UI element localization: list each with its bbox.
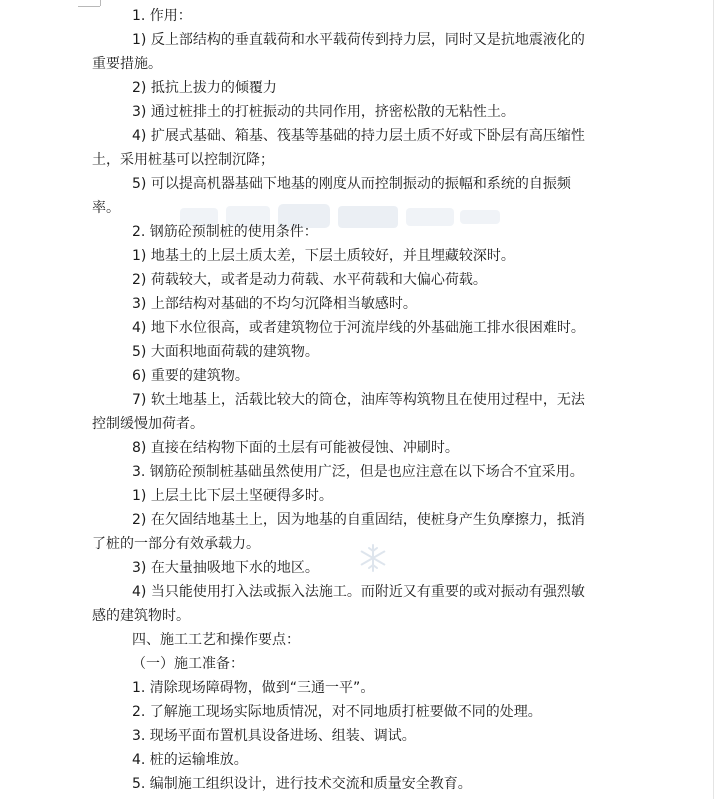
paragraph-line: 土，采用桩基可以控制沉降；	[92, 152, 274, 168]
paragraph-line: 4) 当只能使用打入法或振入法施工。而附近又有重要的或对振动有强烈敏	[132, 584, 585, 600]
section-heading: 3. 钢筋砼预制桩基础虽然使用广泛，但是也应注意在以下场合不宜采用。	[132, 464, 584, 480]
paragraph-line: 8) 直接在结构物下面的土层有可能被侵蚀、冲刷时。	[132, 440, 459, 456]
chapter-heading: 四、施工工艺和操作要点：	[132, 632, 300, 648]
subsection-heading: （一）施工准备：	[132, 656, 244, 672]
paragraph-line: 率。	[92, 200, 120, 216]
paragraph-line: 2) 在欠固结地基土上，因为地基的自重固结，使桩身产生负摩擦力，抵消	[132, 512, 585, 528]
paragraph-line: 感的建筑物时。	[92, 608, 190, 624]
paragraph-line: 了桩的一部分有效承载力。	[92, 536, 260, 552]
paragraph-line: 3) 在大量抽吸地下水的地区。	[132, 560, 319, 576]
paragraph-line: 5. 编制施工组织设计，进行技术交流和质量安全教育。	[132, 776, 472, 792]
paragraph-line: 1) 反上部结构的垂直载荷和水平载荷传到持力层，同时又是抗地震液化的	[132, 32, 585, 48]
paragraph-line: 1) 地基土的上层土质太差，下层土质较好，并且埋藏较深时。	[132, 248, 515, 264]
paragraph-line: 3. 现场平面布置机具设备进场、组装、调试。	[132, 728, 416, 744]
section-heading: 1. 作用：	[132, 8, 192, 24]
paragraph-line: 2) 抵抗上拔力的倾覆力	[132, 80, 277, 96]
paragraph-line: 控制缓慢加荷者。	[92, 416, 204, 432]
paragraph-line: 1) 上层土比下层土坚硬得多时。	[132, 488, 333, 504]
paragraph-line: 3) 上部结构对基础的不均匀沉降相当敏感时。	[132, 296, 417, 312]
paragraph-line: 4) 地下水位很高，或者建筑物位于河流岸线的外基础施工排水很困难时。	[132, 320, 585, 336]
paragraph-line: 5) 可以提高机器基础下地基的刚度从而控制振动的振幅和系统的自振频	[132, 176, 571, 192]
paragraph-line: 5) 大面积地面荷载的建筑物。	[132, 344, 319, 360]
paragraph-line: 6) 重要的建筑物。	[132, 368, 249, 384]
paragraph-line: 7) 软土地基上，活载比较大的筒仓，油库等构筑物且在使用过程中，无法	[132, 392, 585, 408]
paragraph-line: 4) 扩展式基础、箱基、筏基等基础的持力层土质不好或下卧层有高压缩性	[132, 128, 585, 144]
paragraph-line: 2. 了解施工现场实际地质情况，对不同地质打桩要做不同的处理。	[132, 704, 542, 720]
paragraph-line: 2) 荷载较大，或者是动力荷载、水平荷载和大偏心荷载。	[132, 272, 487, 288]
section-heading: 2. 钢筋砼预制桩的使用条件：	[132, 224, 318, 240]
document-body	[92, 4, 602, 796]
paragraph-line: 4. 桩的运输堆放。	[132, 752, 248, 768]
paragraph-line: 3) 通过桩排土的打桩振动的共同作用，挤密松散的无粘性土。	[132, 104, 515, 120]
paragraph-line: 重要措施。	[92, 56, 162, 72]
paragraph-line: 1. 清除现场障碍物，做到“三通一平”。	[132, 680, 375, 696]
